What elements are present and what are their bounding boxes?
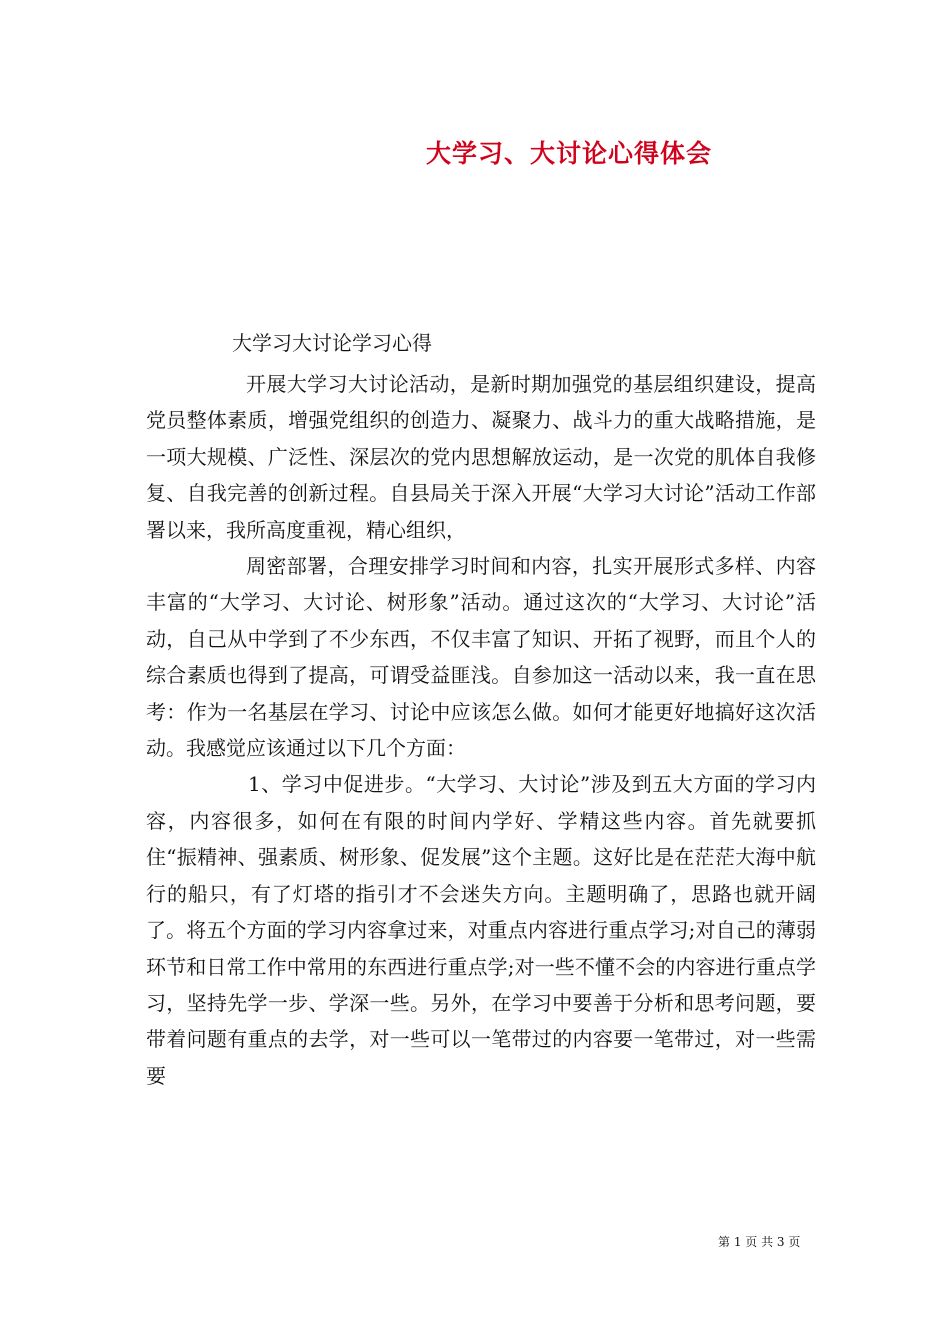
page-number: 第 1 页 共 3 页 — [718, 1235, 801, 1249]
document-subtitle: 大学习大讨论学习心得 — [232, 331, 432, 355]
document-body — [146, 366, 816, 1094]
body-paragraph: 周密部署，合理安排学习时间和内容，扎实开展形式多样、内容丰富的“大学习、大讨论、树形象”活动。通过这次的“大学习、大讨论”活动，自己从中学到了不少东西，不仅丰富了知识、开拓了视野，而且个人的综合素质也得到了提高，可谓受益匪浅。自参加这一活动以来，我一直在思考：作为一名基层在学习、讨论中应该怎么做。如何才能更好地搞好这次活动。我感觉应该通过以下几个方面： — [146, 554, 816, 761]
document-title: 大学习、大讨论心得体会 — [425, 139, 712, 168]
body-paragraph: 开展大学习大讨论活动，是新时期加强党的基层组织建设，提高党员整体素质，增强党组织的创造力、凝聚力、战斗力的重大战略措施，是一项大规模、广泛性、深层次的党内思想解放运动，是一次党的肌体自我修复、自我完善的创新过程。自县局关于深入开展“大学习大讨论”活动工作部署以来，我所高度重视，精心组织， — [146, 372, 816, 542]
body-paragraph: 1、学习中促进步。“大学习、大讨论”涉及到五大方面的学习内容，内容很多，如何在有限的时间内学好、学精这些内容。首先就要抓住“振精神、强素质、树形象、促发展”这个主题。这好比是在茫茫大海中航行的船只，有了灯塔的指引才不会迷失方向。主题明确了，思路也就开阔了。将五个方面的学习内容拿过来，对重点内容进行重点学习;对自己的薄弱环节和日常工作中常用的东西进行重点学;对一些不懂不会的内容进行重点学习，坚持先学一步、学深一些。另外，在学习中要善于分析和思考问题，要带着问题有重点的去学，对一些可以一笔带过的内容要一笔带过，对一些需要 — [146, 772, 816, 1088]
